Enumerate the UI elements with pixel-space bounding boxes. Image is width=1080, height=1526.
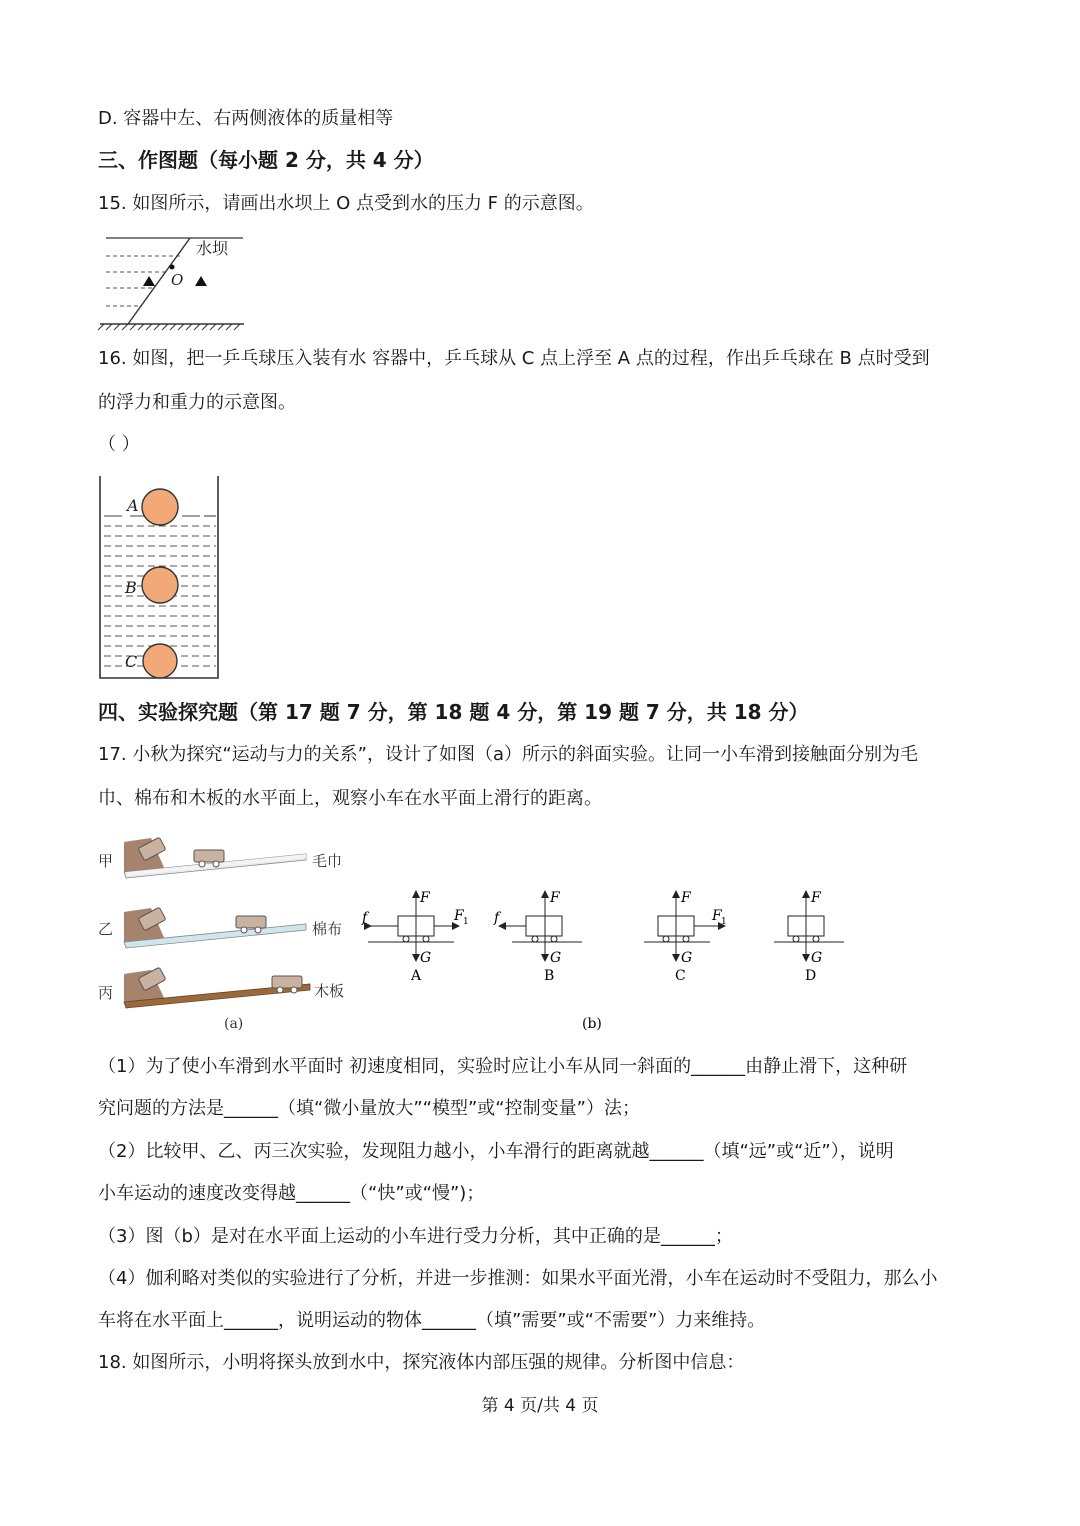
svg-text:F: F xyxy=(811,890,821,906)
svg-text:G: G xyxy=(811,950,823,966)
dam-label: 水坝 xyxy=(196,239,229,258)
question-16-line1: 16. 如图，把一乒乓球压入装有水 容器中，乒乓球从 C 点上浮至 A 点的过程，作出乒乓球在 B 点时受到 xyxy=(98,348,930,369)
row-2-name: 乙 xyxy=(98,920,114,938)
label-a: A xyxy=(127,496,139,515)
svg-text:1: 1 xyxy=(721,917,727,927)
svg-text:1: 1 xyxy=(463,917,469,927)
row-3-name: 丙 xyxy=(98,984,114,1002)
caption-b: (b) xyxy=(582,1016,602,1032)
part-2-line1: （2）比较甲、乙、丙三次实验，发现阻力越小，小车滑行的距离就越______（填“远”或“近”），说明 xyxy=(98,1141,894,1162)
part-4-line2: 车将在水平面上______，说明运动的物体______（填”需要”或“不需要”）力来维持。 xyxy=(98,1310,766,1331)
option-d-text: D. 容器中左、右两侧液体的质量相等 xyxy=(98,108,394,129)
answer-blank: （ ） xyxy=(98,434,140,455)
dam-figure xyxy=(98,230,258,336)
ball-b xyxy=(142,567,178,603)
part-3-line: （3）图（b）是对在水平面上运动的小车进行受力分析，其中正确的是______； xyxy=(98,1226,733,1247)
force-diagrams-figure xyxy=(360,884,860,1038)
section-3-heading: 三、作图题（每小题 2 分，共 4 分） xyxy=(98,148,434,172)
part-1-line1: （1）为了使小车滑到水平面时 初速度相同，实验时应让小车从同一斜面的______由静止滑下，这种研 xyxy=(98,1056,908,1077)
caption-a: (a) xyxy=(224,1016,244,1032)
row-wood xyxy=(98,967,344,1008)
svg-text:G: G xyxy=(550,950,562,966)
svg-text:G: G xyxy=(681,950,693,966)
part-2-line2: 小车运动的速度改变得越______（“快”或“慢”)； xyxy=(98,1183,485,1204)
question-17-line1: 17. 小秋为探究“运动与力的关系”，设计了如图（a）所示的斜面实验。让同一小车滑到接触面分别为毛 xyxy=(98,744,919,765)
row-towel xyxy=(98,837,342,878)
part-4-line1: （4）伽利略对类似的实验进行了分析，并进一步推测：如果水平面光滑，小车在运动时不受阻力，那么小 xyxy=(98,1268,938,1289)
incline-experiment-figure xyxy=(96,830,366,1044)
option-d-label: D xyxy=(805,968,817,984)
diagram-a xyxy=(361,890,469,984)
svg-text:G: G xyxy=(420,950,432,966)
svg-text:F: F xyxy=(681,890,691,906)
ball-c xyxy=(143,644,177,678)
point-o-label: O xyxy=(171,271,184,289)
diagram-c xyxy=(644,890,727,984)
svg-text:F: F xyxy=(550,890,560,906)
question-16-line2: 的浮力和重力的示意图。 xyxy=(98,392,296,413)
svg-text:f: f xyxy=(494,910,500,926)
svg-text:F: F xyxy=(454,908,464,924)
question-17-line2: 巾、棉布和木板的水平面上，观察小车在水平面上滑行的距离。 xyxy=(98,788,602,809)
diagram-d xyxy=(774,890,844,984)
row-1-name: 甲 xyxy=(98,852,114,870)
label-b: B xyxy=(125,578,137,597)
row-3-surface: 木板 xyxy=(314,982,345,1000)
row-cotton xyxy=(98,907,342,948)
question-18-text: 18. 如图所示，小明将探头放到水中，探究液体内部压强的规律。分析图中信息： xyxy=(98,1352,745,1373)
option-c-label: C xyxy=(675,968,686,984)
row-2-surface: 棉布 xyxy=(312,920,343,938)
ball-a xyxy=(142,489,178,525)
svg-text:F: F xyxy=(420,890,430,906)
question-15-text: 15. 如图所示，请画出水坝上 O 点受到水的压力 F 的示意图。 xyxy=(98,193,594,214)
svg-text:f: f xyxy=(362,910,368,926)
container-figure xyxy=(98,474,222,686)
option-a-label: A xyxy=(411,968,422,984)
page-footer: 第 4 页/共 4 页 xyxy=(481,1396,599,1416)
part-1-line2: 究问题的方法是______（填“微小量放大”“模型”或“控制变量”）法； xyxy=(98,1098,640,1119)
section-4-heading: 四、实验探究题（第 17 题 7 分，第 18 题 4 分，第 19 题 7 分，共 18 分） xyxy=(98,700,809,724)
row-1-surface: 毛巾 xyxy=(312,852,343,870)
option-b-label: B xyxy=(544,968,555,984)
svg-text:F: F xyxy=(712,908,722,924)
label-c: C xyxy=(125,652,138,671)
diagram-b xyxy=(493,890,582,984)
